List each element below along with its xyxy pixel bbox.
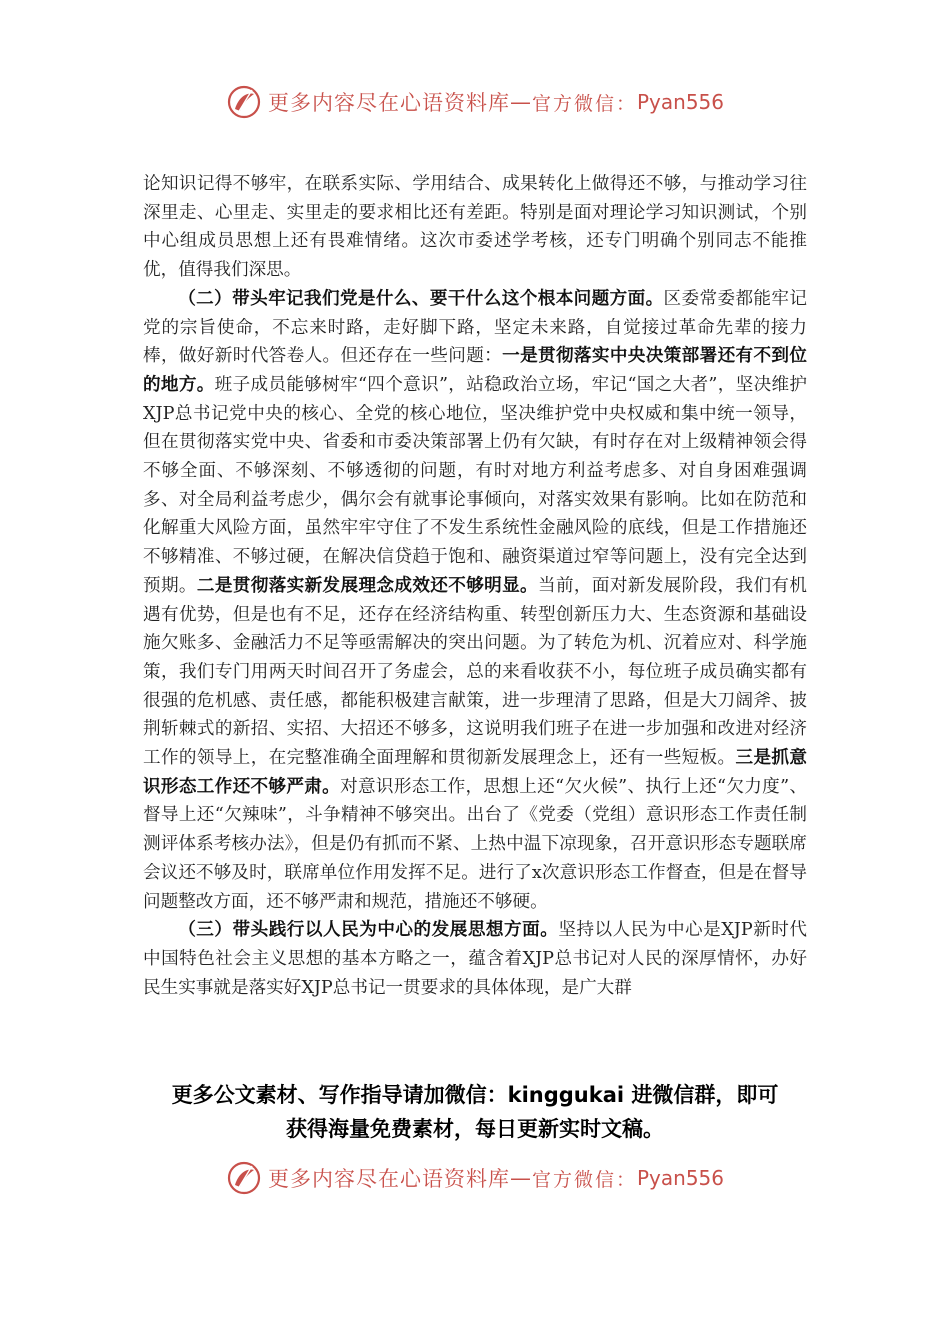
brand-wechat-label: 官方微信：: [531, 1168, 637, 1191]
point-3-heading: 三是抓意识形态工作还不够严肃。: [143, 747, 807, 797]
section-2-heading: （二）带头牢记我们党是什么、要干什么这个根本问题方面。: [178, 287, 664, 309]
section-3-heading: （三）带头践行以人民为中心的发展思想方面。: [178, 919, 559, 941]
brand-wechat-id: Pyan556: [637, 1166, 725, 1190]
paragraph-1: 论知识记得不够牢，在联系实际、学用结合、成果转化上做得还不够，与推动学习往深里走、心里走、实里走的要求相比还有差距。特别是面对理论学习知识测试，个别中心组成员思想上还有畏难情绪。这次市委述学考核，还专门明确个别同志不能推优，值得我们深思。: [143, 174, 807, 281]
promo-note: [0, 1078, 950, 1146]
point-2-heading: 二是贯彻落实新发展理念成效还不够明显。: [196, 574, 539, 596]
brand-separator: —: [509, 90, 532, 114]
brand-logo-icon: [226, 84, 262, 120]
footer-brand-banner: [0, 1158, 950, 1198]
brand-wechat-id: Pyan556: [637, 90, 725, 114]
point-1-heading: 一是贯彻落实中央决策部署还有不到位的地方。: [143, 345, 807, 395]
promo-line-1: 更多公文素材、写作指导请加微信：kinggukai 进微信群，即可: [171, 1083, 779, 1107]
paragraph-2: （二）带头牢记我们党是什么、要干什么这个根本问题方面。区委常委都能牢记党的宗旨使命，不忘来时路，走好脚下路，坚定未来路，自觉接过革命先辈的接力棒，做好新时代答卷人。但还存在一些问题：一是贯彻落实中央决策部署还有不到位的地方。班子成员能够树牢“四个意识”，站稳政治立场，牢记“国之大者”，坚决维护XJP总书记党中央的核心、全党的核心地位，坚决维护党中央权威和集中统一领导，但在贯彻落实党中央、省委和市委决策部署上仍有欠缺，有时存在对上级精神领会得不够全面、不够深刻、不够透彻的问题，有时对地方利益考虑多、对自身困难强调多、对全局利益考虑少，偶尔会有就事论事倾向，对落实效果有影响。比如在防范和化解重大风险方面，虽然牢牢守住了不发生系统性金融风险的底线，但是工作措施还不够精准、不够过硬，在解决信贷趋于饱和、融资渠道过窄等问题上，没有完全达到预期。二是贯彻落实新发展理念成效还不够明显。当前，面对新发展阶段，我们有机遇有优势，但是也有不足，还存在经济结构重、转型创新压力大、生态资源和基础设施欠账多、金融活力不足等亟需解决的突出问题。为了转危为机、沉着应对、科学施策，我们专门用两天时间召开了务虚会，总的来看收获不小，每位班子成员确实都有很强的危机感、责任感，都能积极建言献策，进一步理清了思路，但是大刀阔斧、披荆斩棘式的新招、实招、大招还不够多，这说明我们班子在进一步加强和改进对经济工作的领导上，在完整准确全面理解和贯彻新发展理念上，还有一些短板。三是抓意识形态工作还不够严肃。对意识形态工作，思想上还“欠火候”、执行上还“欠力度”、督导上还“欠辣味”，斗争精神不够突出。出台了《党委（党组）意识形态工作责任制测评体系考核办法》，但是仍有抓而不紧、上热中温下凉现象，召开意识形态专题联席会议还不够及时，联席单位作用发挥不足。进行了x次意识形态工作督查，但是在督导问题整改方面，还不够严肃和规范，措施还不够硬。: [143, 287, 807, 912]
paragraph-3: （三）带头践行以人民为中心的发展思想方面。坚持以人民为中心是XJP新时代中国特色社会主义思想的基本方略之一，蕴含着XJP总书记对人民的深厚情怀，办好民生实事就是落实好XJP总书记一贯要求的具体体现，是广大群: [143, 919, 807, 998]
brand-site-text: 更多内容尽在心语资料库: [267, 91, 510, 115]
brand-logo-icon: [226, 1160, 262, 1196]
header-brand-banner: [0, 82, 950, 122]
brand-site-text: 更多内容尽在心语资料库: [267, 1167, 510, 1191]
brand-separator: —: [509, 1166, 532, 1190]
document-body: [143, 170, 807, 1002]
brand-wechat-label: 官方微信：: [531, 92, 637, 115]
promo-line-2: 获得海量免费素材，每日更新实时文稿。: [286, 1117, 664, 1141]
